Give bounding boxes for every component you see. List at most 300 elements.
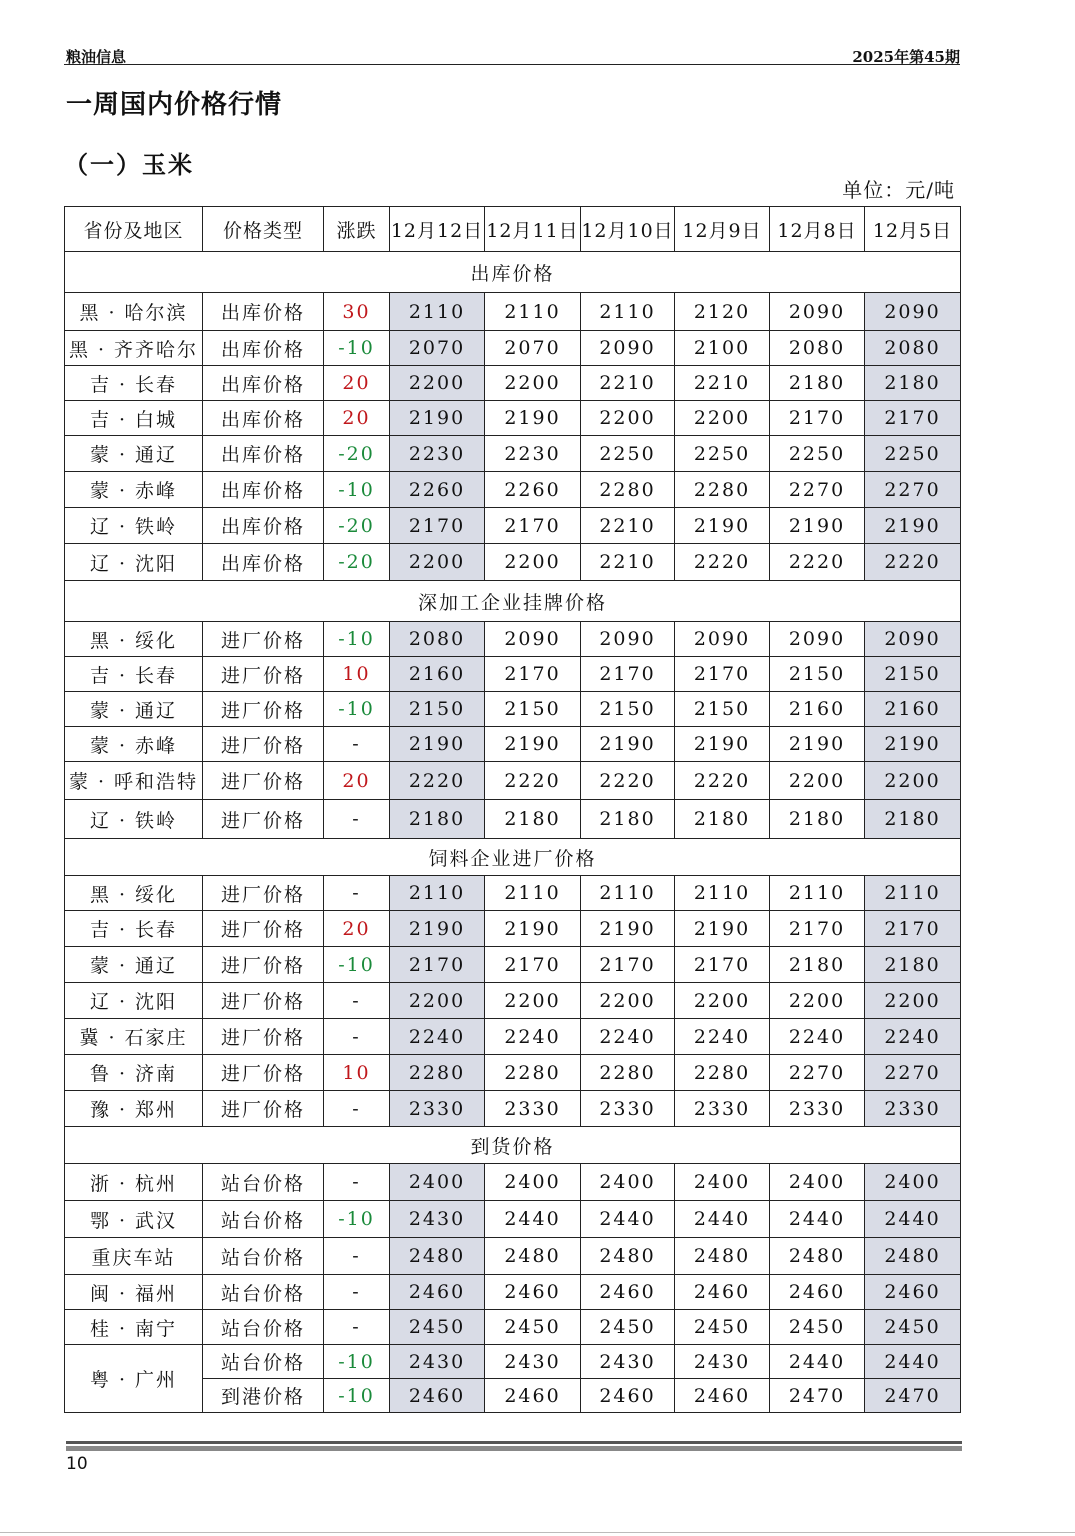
price-cell: 2330 bbox=[581, 1091, 675, 1127]
price-type-cell: 进厂价格 bbox=[203, 1091, 324, 1127]
price-type-cell: 进厂价格 bbox=[203, 657, 324, 692]
price-cell: 2460 bbox=[581, 1379, 675, 1413]
price-cell: 2110 bbox=[770, 876, 865, 911]
price-cell: 2450 bbox=[865, 1310, 961, 1345]
price-cell: 2250 bbox=[770, 436, 865, 472]
price-cell: 2150 bbox=[581, 692, 675, 727]
price-cell: 2200 bbox=[390, 366, 485, 401]
price-cell: 2210 bbox=[581, 366, 675, 401]
change-cell: -20 bbox=[324, 544, 390, 581]
price-cell: 2270 bbox=[770, 472, 865, 508]
col-header: 12月12日 bbox=[390, 207, 485, 252]
price-cell: 2400 bbox=[675, 1164, 770, 1201]
price-cell: 2480 bbox=[770, 1238, 865, 1275]
price-cell: 2080 bbox=[390, 622, 485, 657]
table-row bbox=[65, 983, 961, 1019]
page-edge bbox=[0, 1532, 1075, 1533]
price-cell: 2450 bbox=[581, 1310, 675, 1345]
price-cell: 2070 bbox=[390, 331, 485, 366]
price-cell: 2400 bbox=[865, 1164, 961, 1201]
change-cell: - bbox=[324, 1019, 390, 1055]
change-cell: 10 bbox=[324, 1055, 390, 1091]
price-cell: 2170 bbox=[581, 947, 675, 983]
change-cell: - bbox=[324, 727, 390, 762]
table-row bbox=[65, 1019, 961, 1055]
region-cell: 吉 · 长春 bbox=[65, 911, 203, 947]
price-cell: 2440 bbox=[675, 1201, 770, 1238]
price-cell: 2090 bbox=[865, 293, 961, 331]
table-row bbox=[65, 692, 961, 727]
table-row bbox=[65, 436, 961, 472]
price-type-cell: 站台价格 bbox=[203, 1310, 324, 1345]
price-cell: 2070 bbox=[485, 331, 581, 366]
price-cell: 2110 bbox=[581, 293, 675, 331]
price-type-cell: 出库价格 bbox=[203, 472, 324, 508]
category-label: 深加工企业挂牌价格 bbox=[65, 581, 961, 622]
price-cell: 2170 bbox=[865, 401, 961, 436]
price-cell: 2090 bbox=[865, 622, 961, 657]
price-cell: 2280 bbox=[675, 1055, 770, 1091]
region-cell: 黑 · 齐齐哈尔 bbox=[65, 331, 203, 366]
price-cell: 2180 bbox=[770, 947, 865, 983]
price-cell: 2220 bbox=[675, 544, 770, 581]
table-row bbox=[65, 762, 961, 800]
price-cell: 2240 bbox=[770, 1019, 865, 1055]
price-cell: 2460 bbox=[390, 1379, 485, 1413]
price-type-cell: 出库价格 bbox=[203, 436, 324, 472]
price-cell: 2180 bbox=[865, 800, 961, 839]
price-cell: 2200 bbox=[390, 983, 485, 1019]
price-cell: 2470 bbox=[770, 1379, 865, 1413]
price-cell: 2460 bbox=[485, 1379, 581, 1413]
price-type-cell: 出库价格 bbox=[203, 544, 324, 581]
price-cell: 2170 bbox=[390, 508, 485, 544]
price-cell: 2460 bbox=[581, 1275, 675, 1310]
col-header: 12月10日 bbox=[581, 207, 675, 252]
price-cell: 2170 bbox=[865, 911, 961, 947]
price-type-cell: 进厂价格 bbox=[203, 727, 324, 762]
change-cell: - bbox=[324, 1091, 390, 1127]
price-cell: 2100 bbox=[675, 331, 770, 366]
price-cell: 2120 bbox=[675, 293, 770, 331]
change-cell: -10 bbox=[324, 1201, 390, 1238]
price-cell: 2180 bbox=[865, 947, 961, 983]
price-cell: 2150 bbox=[770, 657, 865, 692]
price-cell: 2230 bbox=[485, 436, 581, 472]
price-cell: 2090 bbox=[581, 622, 675, 657]
region-cell: 辽 · 铁岭 bbox=[65, 800, 203, 839]
price-cell: 2430 bbox=[485, 1345, 581, 1379]
price-cell: 2470 bbox=[865, 1379, 961, 1413]
col-header: 12月5日 bbox=[865, 207, 961, 252]
price-type-cell: 进厂价格 bbox=[203, 876, 324, 911]
sub-title: （一）玉米 bbox=[64, 150, 194, 179]
price-cell: 2200 bbox=[485, 544, 581, 581]
change-cell: - bbox=[324, 1275, 390, 1310]
price-cell: 2110 bbox=[390, 293, 485, 331]
table-row bbox=[65, 1238, 961, 1275]
price-cell: 2160 bbox=[390, 657, 485, 692]
price-type-cell: 进厂价格 bbox=[203, 1055, 324, 1091]
price-cell: 2170 bbox=[485, 508, 581, 544]
price-cell: 2270 bbox=[770, 1055, 865, 1091]
price-cell: 2080 bbox=[865, 331, 961, 366]
change-cell: -10 bbox=[324, 1345, 390, 1379]
price-cell: 2180 bbox=[770, 366, 865, 401]
price-cell: 2090 bbox=[770, 622, 865, 657]
publication-name: 粮油信息 bbox=[66, 48, 127, 66]
change-cell: - bbox=[324, 983, 390, 1019]
price-cell: 2180 bbox=[770, 800, 865, 839]
price-cell: 2170 bbox=[485, 947, 581, 983]
price-type-cell: 站台价格 bbox=[203, 1345, 324, 1379]
region-cell: 辽 · 沈阳 bbox=[65, 544, 203, 581]
price-cell: 2190 bbox=[581, 727, 675, 762]
price-cell: 2110 bbox=[581, 876, 675, 911]
price-cell: 2190 bbox=[865, 727, 961, 762]
price-type-cell: 出库价格 bbox=[203, 508, 324, 544]
region-cell: 吉 · 白城 bbox=[65, 401, 203, 436]
region-cell: 豫 · 郑州 bbox=[65, 1091, 203, 1127]
price-cell: 2480 bbox=[485, 1238, 581, 1275]
price-cell: 2080 bbox=[770, 331, 865, 366]
price-cell: 2280 bbox=[581, 472, 675, 508]
table-row bbox=[65, 1310, 961, 1345]
price-type-cell: 出库价格 bbox=[203, 331, 324, 366]
price-cell: 2200 bbox=[390, 544, 485, 581]
region-cell: 蒙 · 呼和浩特 bbox=[65, 762, 203, 800]
region-cell: 辽 · 沈阳 bbox=[65, 983, 203, 1019]
change-cell: 20 bbox=[324, 401, 390, 436]
change-cell: -10 bbox=[324, 331, 390, 366]
category-row bbox=[65, 1127, 961, 1164]
col-header: 涨跌 bbox=[324, 207, 390, 252]
table-row bbox=[65, 544, 961, 581]
price-cell: 2180 bbox=[581, 800, 675, 839]
price-cell: 2190 bbox=[675, 911, 770, 947]
price-cell: 2190 bbox=[390, 727, 485, 762]
price-cell: 2200 bbox=[581, 983, 675, 1019]
region-cell: 吉 · 长春 bbox=[65, 366, 203, 401]
price-cell: 2200 bbox=[865, 983, 961, 1019]
price-cell: 2280 bbox=[485, 1055, 581, 1091]
price-cell: 2460 bbox=[865, 1275, 961, 1310]
price-type-cell: 出库价格 bbox=[203, 293, 324, 331]
price-cell: 2190 bbox=[770, 727, 865, 762]
footer-rule-thick bbox=[66, 1446, 962, 1451]
table-row bbox=[65, 1275, 961, 1310]
col-header: 省份及地区 bbox=[65, 207, 203, 252]
change-cell: - bbox=[324, 876, 390, 911]
price-cell: 2160 bbox=[770, 692, 865, 727]
region-cell: 冀 · 石家庄 bbox=[65, 1019, 203, 1055]
price-type-cell: 进厂价格 bbox=[203, 762, 324, 800]
table-row bbox=[65, 622, 961, 657]
price-cell: 2180 bbox=[865, 366, 961, 401]
change-cell: 20 bbox=[324, 911, 390, 947]
price-cell: 2160 bbox=[865, 692, 961, 727]
price-cell: 2110 bbox=[485, 876, 581, 911]
table-row bbox=[65, 472, 961, 508]
change-cell: - bbox=[324, 800, 390, 839]
region-cell: 鲁 · 济南 bbox=[65, 1055, 203, 1091]
price-cell: 2200 bbox=[485, 983, 581, 1019]
price-type-cell: 进厂价格 bbox=[203, 911, 324, 947]
change-cell: - bbox=[324, 1164, 390, 1201]
region-cell: 浙 · 杭州 bbox=[65, 1164, 203, 1201]
price-cell: 2110 bbox=[865, 876, 961, 911]
price-cell: 2400 bbox=[770, 1164, 865, 1201]
region-cell: 桂 · 南宁 bbox=[65, 1310, 203, 1345]
price-cell: 2150 bbox=[675, 692, 770, 727]
change-cell: - bbox=[324, 1310, 390, 1345]
region-cell: 黑 · 绥化 bbox=[65, 622, 203, 657]
price-cell: 2460 bbox=[485, 1275, 581, 1310]
col-header: 12月9日 bbox=[675, 207, 770, 252]
price-cell: 2150 bbox=[865, 657, 961, 692]
price-cell: 2210 bbox=[675, 366, 770, 401]
table-row bbox=[65, 1201, 961, 1238]
region-cell: 蒙 · 通辽 bbox=[65, 947, 203, 983]
price-cell: 2220 bbox=[581, 762, 675, 800]
price-cell: 2190 bbox=[675, 727, 770, 762]
price-cell: 2220 bbox=[770, 544, 865, 581]
price-cell: 2460 bbox=[390, 1275, 485, 1310]
region-cell: 重庆车站 bbox=[65, 1238, 203, 1275]
price-cell: 2220 bbox=[390, 762, 485, 800]
table-row bbox=[65, 911, 961, 947]
table-row bbox=[65, 657, 961, 692]
region-cell: 吉 · 长春 bbox=[65, 657, 203, 692]
price-type-cell: 进厂价格 bbox=[203, 1019, 324, 1055]
table-header-row bbox=[65, 207, 961, 252]
region-cell: 蒙 · 通辽 bbox=[65, 436, 203, 472]
price-cell: 2240 bbox=[581, 1019, 675, 1055]
price-cell: 2270 bbox=[865, 1055, 961, 1091]
table-row bbox=[65, 800, 961, 839]
price-cell: 2330 bbox=[865, 1091, 961, 1127]
price-cell: 2400 bbox=[390, 1164, 485, 1201]
price-cell: 2430 bbox=[581, 1345, 675, 1379]
price-type-cell: 站台价格 bbox=[203, 1238, 324, 1275]
price-cell: 2110 bbox=[390, 876, 485, 911]
price-cell: 2440 bbox=[485, 1201, 581, 1238]
price-cell: 2430 bbox=[390, 1345, 485, 1379]
table-row bbox=[65, 1164, 961, 1201]
price-cell: 2150 bbox=[390, 692, 485, 727]
price-cell: 2250 bbox=[581, 436, 675, 472]
price-type-cell: 进厂价格 bbox=[203, 800, 324, 839]
price-cell: 2200 bbox=[770, 983, 865, 1019]
price-cell: 2450 bbox=[390, 1310, 485, 1345]
price-cell: 2180 bbox=[390, 800, 485, 839]
table-row bbox=[65, 1091, 961, 1127]
price-cell: 2280 bbox=[581, 1055, 675, 1091]
price-cell: 2270 bbox=[865, 472, 961, 508]
price-cell: 2440 bbox=[865, 1345, 961, 1379]
change-cell: -20 bbox=[324, 436, 390, 472]
table-row bbox=[65, 366, 961, 401]
price-table bbox=[64, 206, 961, 1413]
price-cell: 2190 bbox=[675, 508, 770, 544]
price-cell: 2280 bbox=[390, 1055, 485, 1091]
table-row bbox=[65, 508, 961, 544]
price-cell: 2250 bbox=[865, 436, 961, 472]
section-title: 一周国内价格行情 bbox=[66, 90, 283, 120]
region-cell: 蒙 · 赤峰 bbox=[65, 727, 203, 762]
category-label: 出库价格 bbox=[65, 252, 961, 293]
region-cell: 粤 · 广州 bbox=[65, 1345, 203, 1413]
region-cell: 蒙 · 通辽 bbox=[65, 692, 203, 727]
table-row bbox=[65, 947, 961, 983]
table-row bbox=[65, 331, 961, 366]
price-cell: 2090 bbox=[770, 293, 865, 331]
price-cell: 2440 bbox=[581, 1201, 675, 1238]
price-cell: 2260 bbox=[390, 472, 485, 508]
price-type-cell: 进厂价格 bbox=[203, 983, 324, 1019]
footer-rule bbox=[66, 1441, 962, 1444]
price-cell: 2220 bbox=[675, 762, 770, 800]
price-cell: 2440 bbox=[770, 1201, 865, 1238]
price-cell: 2200 bbox=[485, 366, 581, 401]
price-type-cell: 站台价格 bbox=[203, 1275, 324, 1310]
col-header: 价格类型 bbox=[203, 207, 324, 252]
table-row bbox=[65, 1345, 961, 1379]
price-type-cell: 站台价格 bbox=[203, 1164, 324, 1201]
price-cell: 2190 bbox=[581, 911, 675, 947]
price-cell: 2450 bbox=[675, 1310, 770, 1345]
price-cell: 2480 bbox=[581, 1238, 675, 1275]
change-cell: -10 bbox=[324, 692, 390, 727]
price-cell: 2330 bbox=[390, 1091, 485, 1127]
price-cell: 2280 bbox=[675, 472, 770, 508]
price-cell: 2240 bbox=[485, 1019, 581, 1055]
price-cell: 2200 bbox=[581, 401, 675, 436]
region-cell: 蒙 · 赤峰 bbox=[65, 472, 203, 508]
price-type-cell: 进厂价格 bbox=[203, 947, 324, 983]
price-cell: 2110 bbox=[485, 293, 581, 331]
price-cell: 2190 bbox=[485, 727, 581, 762]
price-cell: 2430 bbox=[675, 1345, 770, 1379]
category-row bbox=[65, 839, 961, 876]
price-cell: 2170 bbox=[675, 947, 770, 983]
price-type-cell: 出库价格 bbox=[203, 401, 324, 436]
region-cell: 辽 · 铁岭 bbox=[65, 508, 203, 544]
price-cell: 2440 bbox=[865, 1201, 961, 1238]
change-cell: 20 bbox=[324, 762, 390, 800]
price-cell: 2180 bbox=[675, 800, 770, 839]
price-cell: 2170 bbox=[390, 947, 485, 983]
col-header: 12月8日 bbox=[770, 207, 865, 252]
table-row bbox=[65, 401, 961, 436]
category-row bbox=[65, 581, 961, 622]
price-cell: 2150 bbox=[485, 692, 581, 727]
price-type-cell: 进厂价格 bbox=[203, 622, 324, 657]
price-cell: 2190 bbox=[390, 401, 485, 436]
price-cell: 2210 bbox=[581, 544, 675, 581]
region-cell: 鄂 · 武汉 bbox=[65, 1201, 203, 1238]
price-cell: 2200 bbox=[770, 762, 865, 800]
page-number: 10 bbox=[66, 1454, 88, 1474]
price-cell: 2220 bbox=[485, 762, 581, 800]
price-cell: 2180 bbox=[485, 800, 581, 839]
price-cell: 2440 bbox=[770, 1345, 865, 1379]
change-cell: 10 bbox=[324, 657, 390, 692]
change-cell: -10 bbox=[324, 622, 390, 657]
price-cell: 2210 bbox=[581, 508, 675, 544]
change-cell: -10 bbox=[324, 947, 390, 983]
table-row bbox=[65, 727, 961, 762]
price-cell: 2240 bbox=[390, 1019, 485, 1055]
price-cell: 2240 bbox=[865, 1019, 961, 1055]
change-cell: -10 bbox=[324, 1379, 390, 1413]
price-cell: 2190 bbox=[770, 508, 865, 544]
price-cell: 2480 bbox=[675, 1238, 770, 1275]
change-cell: 30 bbox=[324, 293, 390, 331]
price-cell: 2480 bbox=[865, 1238, 961, 1275]
price-cell: 2400 bbox=[581, 1164, 675, 1201]
price-cell: 2090 bbox=[581, 331, 675, 366]
price-cell: 2200 bbox=[865, 762, 961, 800]
price-cell: 2170 bbox=[770, 911, 865, 947]
price-type-cell: 进厂价格 bbox=[203, 692, 324, 727]
price-cell: 2330 bbox=[675, 1091, 770, 1127]
price-type-cell: 站台价格 bbox=[203, 1201, 324, 1238]
category-label: 到货价格 bbox=[65, 1127, 961, 1164]
price-cell: 2230 bbox=[390, 436, 485, 472]
region-cell: 闽 · 福州 bbox=[65, 1275, 203, 1310]
price-cell: 2450 bbox=[770, 1310, 865, 1345]
price-cell: 2170 bbox=[675, 657, 770, 692]
table-row bbox=[65, 876, 961, 911]
region-cell: 黑 · 绥化 bbox=[65, 876, 203, 911]
price-cell: 2190 bbox=[390, 911, 485, 947]
price-cell: 2190 bbox=[485, 401, 581, 436]
unit-label: 单位：元/吨 bbox=[842, 178, 955, 202]
price-cell: 2200 bbox=[675, 983, 770, 1019]
price-cell: 2170 bbox=[770, 401, 865, 436]
price-cell: 2190 bbox=[485, 911, 581, 947]
price-cell: 2090 bbox=[675, 622, 770, 657]
table-row bbox=[65, 1055, 961, 1091]
change-cell: -10 bbox=[324, 472, 390, 508]
price-cell: 2260 bbox=[485, 472, 581, 508]
price-cell: 2450 bbox=[485, 1310, 581, 1345]
price-cell: 2460 bbox=[770, 1275, 865, 1310]
price-type-cell: 到港价格 bbox=[203, 1379, 324, 1413]
price-cell: 2330 bbox=[770, 1091, 865, 1127]
price-cell: 2190 bbox=[865, 508, 961, 544]
region-cell: 黑 · 哈尔滨 bbox=[65, 293, 203, 331]
price-cell: 2220 bbox=[865, 544, 961, 581]
price-cell: 2090 bbox=[485, 622, 581, 657]
price-cell: 2430 bbox=[390, 1201, 485, 1238]
price-cell: 2400 bbox=[485, 1164, 581, 1201]
category-row bbox=[65, 252, 961, 293]
price-cell: 2480 bbox=[390, 1238, 485, 1275]
price-cell: 2200 bbox=[675, 401, 770, 436]
price-cell: 2170 bbox=[581, 657, 675, 692]
price-cell: 2170 bbox=[485, 657, 581, 692]
price-cell: 2330 bbox=[485, 1091, 581, 1127]
change-cell: - bbox=[324, 1238, 390, 1275]
price-cell: 2460 bbox=[675, 1379, 770, 1413]
table-row bbox=[65, 293, 961, 331]
price-cell: 2240 bbox=[675, 1019, 770, 1055]
header-rule bbox=[64, 64, 960, 65]
category-label: 饲料企业进厂价格 bbox=[65, 839, 961, 876]
price-type-cell: 出库价格 bbox=[203, 366, 324, 401]
